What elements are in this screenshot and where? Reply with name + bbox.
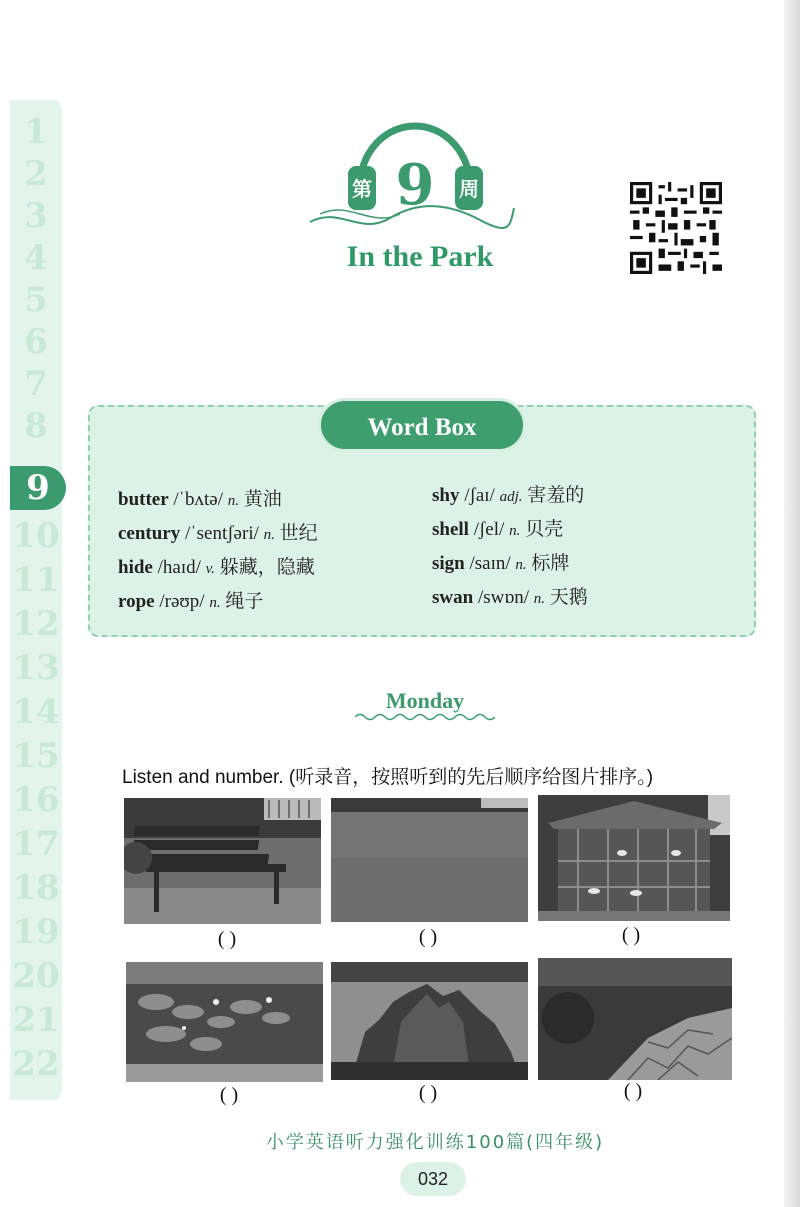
entry-phonetic: /ʃaɪ/ [464, 485, 495, 506]
word-entry [118, 483, 318, 517]
grass-lawn-image [331, 798, 528, 922]
week-tab-21[interactable]: 21 [12, 1000, 60, 1040]
entry-phonetic: /haɪd/ [157, 557, 201, 578]
week-tab-5[interactable]: 5 [24, 280, 48, 320]
week-tab-18[interactable]: 18 [12, 868, 60, 908]
word-list-left [118, 483, 318, 619]
week-tab-19[interactable]: 19 [12, 912, 60, 952]
entry-word: hide [118, 557, 153, 578]
week-tab-1[interactable]: 1 [24, 112, 48, 152]
wavy-underline [355, 712, 495, 722]
word-entry [432, 581, 588, 615]
entry-word: rope [118, 591, 155, 612]
word-entry [118, 517, 318, 551]
entry-meaning: 标牌 [531, 553, 570, 574]
week-tab-12[interactable]: 12 [12, 604, 60, 644]
entry-pos: n. [263, 527, 275, 543]
entry-word: century [118, 523, 181, 544]
answer-blank-2[interactable]: ( ) [418, 926, 438, 948]
entry-meaning: 天鹅 [549, 587, 588, 608]
week-tab-7[interactable]: 7 [24, 364, 48, 404]
word-entry [432, 547, 588, 581]
week-tab-14[interactable]: 14 [12, 692, 60, 732]
week-tab-15[interactable]: 15 [12, 736, 60, 776]
entry-word: butter [118, 489, 169, 510]
entry-pos: n. [533, 591, 546, 607]
rock-formation-image [331, 962, 528, 1080]
week-tab-13[interactable]: 13 [12, 648, 60, 688]
answer-blank-1[interactable]: ( ) [217, 928, 237, 950]
entry-meaning: 害羞的 [527, 485, 585, 506]
entry-phonetic: /swɒn/ [477, 587, 530, 608]
entry-meaning: 贝壳 [525, 519, 564, 540]
entry-phonetic: /ˈsentʃəri/ [185, 523, 259, 544]
stone-path-image [538, 958, 732, 1080]
answer-blank-6[interactable]: ( ) [623, 1080, 643, 1102]
week-tab-8[interactable]: 8 [24, 406, 48, 446]
word-entry [118, 551, 318, 585]
week-tab-11[interactable]: 11 [12, 560, 60, 600]
week-tab-20[interactable]: 20 [12, 956, 60, 996]
entry-phonetic: /rəʊp/ [159, 591, 205, 612]
entry-pos: v. [205, 561, 215, 577]
week-tab-6[interactable]: 6 [24, 322, 48, 362]
word-box-heading: Word Box [318, 398, 526, 452]
week-tab-16[interactable]: 16 [12, 780, 60, 820]
birdcage-pavilion-image [538, 795, 730, 921]
section-heading-monday: Monday [385, 688, 465, 713]
entry-phonetic: /ʃel/ [473, 519, 505, 540]
week-tab-22[interactable]: 22 [12, 1044, 60, 1084]
word-entry [118, 585, 318, 619]
word-list-right [432, 479, 588, 615]
page-edge [784, 0, 800, 1207]
entry-word: sign [432, 553, 465, 574]
week-tab-17[interactable]: 17 [12, 824, 60, 864]
answer-blank-3[interactable]: ( ) [621, 924, 641, 946]
week-tab-3[interactable]: 3 [24, 196, 48, 236]
entry-pos: n. [509, 523, 521, 539]
week-tab-2[interactable]: 2 [24, 154, 48, 194]
entry-meaning: 躲藏，隐藏 [219, 557, 315, 578]
entry-pos: n. [515, 557, 527, 573]
week-tab-9-active[interactable]: 9 [10, 466, 66, 510]
week-number: 9 [395, 152, 435, 218]
entry-meaning: 黄油 [243, 489, 282, 510]
page-title: In the Park [346, 240, 494, 273]
book-title: 小学英语听力强化训练100篇(四年级) [265, 1132, 605, 1153]
entry-meaning: 绳子 [225, 591, 264, 612]
instruction-text: Listen and number. (听录音，按照听到的先后顺序给图片排序。) [122, 767, 654, 788]
entry-word: shy [432, 485, 460, 506]
entry-word: swan [432, 587, 474, 608]
park-bench-image [124, 798, 321, 924]
answer-blank-4[interactable]: ( ) [219, 1084, 239, 1106]
headphones-icon [300, 96, 520, 236]
entry-meaning: 世纪 [279, 523, 318, 544]
entry-pos: n. [227, 493, 240, 509]
week-prefix: 第 [352, 177, 372, 201]
entry-phonetic: /saɪn/ [469, 553, 511, 574]
entry-pos: adj. [499, 489, 523, 505]
week-tab-10[interactable]: 10 [12, 516, 60, 556]
entry-phonetic: /ˈbʌtə/ [173, 489, 224, 510]
entry-word: shell [432, 519, 469, 540]
week-suffix: 周 [459, 177, 479, 201]
lily-pond-image [126, 962, 323, 1082]
word-entry [432, 479, 588, 513]
week-tab-4[interactable]: 4 [24, 238, 48, 278]
entry-pos: n. [209, 595, 221, 611]
page-number: 032 [400, 1162, 466, 1196]
answer-blank-5[interactable]: ( ) [418, 1082, 438, 1104]
week-tab-strip [10, 100, 62, 1100]
word-entry [432, 513, 588, 547]
qr-code-icon[interactable] [630, 182, 722, 274]
